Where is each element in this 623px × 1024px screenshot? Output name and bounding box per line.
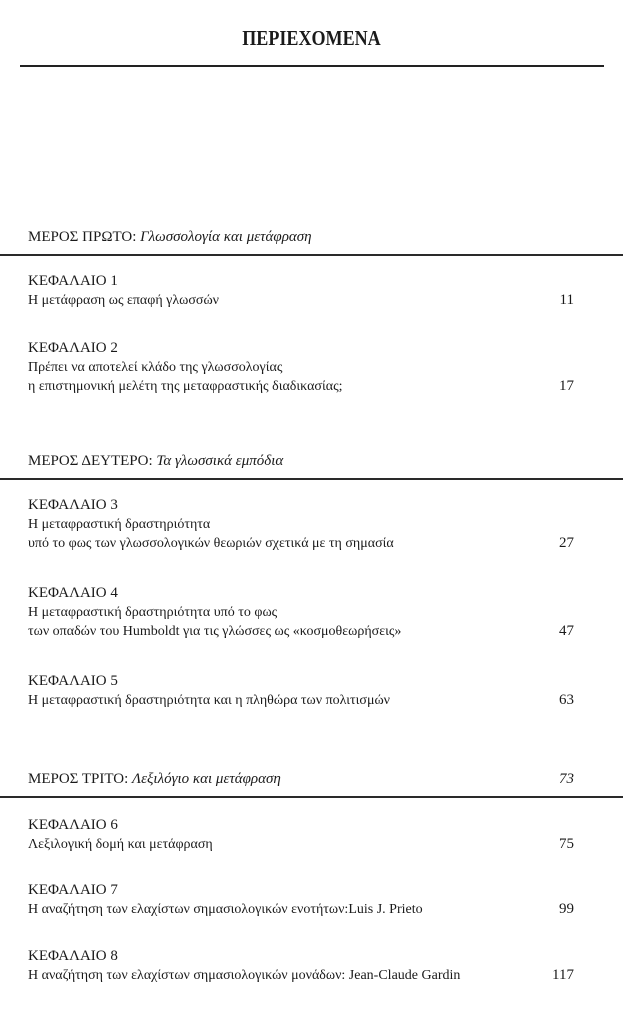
part-label — [28, 453, 283, 470]
part-divider — [0, 254, 623, 256]
toc-entry[interactable] — [28, 816, 588, 854]
chapter-title: Λεξιλογική δομή και μετάφραση — [28, 837, 213, 852]
chapter-heading: ΚΕΦΑΛΑΙΟ 4 — [28, 585, 118, 601]
part-subtitle: Γλωσσολογία και μετάφραση — [140, 229, 312, 245]
chapter-title: Η αναζήτηση των ελαχίστων σημασιολογικών ενοτήτων:Luis J. Prieto — [28, 902, 423, 917]
part-heading — [0, 771, 623, 801]
chapter-page-number: 75 — [559, 836, 574, 852]
chapter-heading: ΚΕΦΑΛΑΙΟ 3 — [28, 497, 118, 513]
toc-entry[interactable] — [28, 881, 588, 919]
chapter-title-line: υπό το φως των γλωσσολογικών θεωριών σχετικά με τη σημασία — [28, 536, 394, 551]
chapter-page-number: 47 — [559, 623, 574, 639]
part-number: ΜΕΡΟΣ ΔΕΥΤΕΡΟ: — [28, 453, 153, 469]
part-label — [28, 771, 281, 788]
part-divider — [0, 478, 623, 480]
toc-entry[interactable] — [28, 496, 588, 553]
chapter-heading: ΚΕΦΑΛΑΙΟ 2 — [28, 340, 118, 356]
chapter-page-number: 17 — [559, 378, 574, 394]
chapter-heading: ΚΕΦΑΛΑΙΟ 5 — [28, 673, 118, 689]
toc-entry[interactable] — [28, 584, 588, 641]
page-title: ΠΕΡΙΕΧΟΜΕΝΑ — [242, 26, 381, 50]
chapter-page-number: 11 — [559, 292, 574, 308]
part-subtitle: Λεξιλόγιο και μετάφραση — [132, 771, 281, 787]
toc-entry[interactable] — [28, 672, 588, 710]
chapter-heading: ΚΕΦΑΛΑΙΟ 1 — [28, 273, 118, 289]
chapter-heading: ΚΕΦΑΛΑΙΟ 8 — [28, 948, 118, 964]
part-number: ΜΕΡΟΣ ΠΡΩΤΟ: — [28, 229, 137, 245]
chapter-title-line: Η μεταφραστική δραστηριότητα υπό το φως — [28, 605, 278, 620]
chapter-title: Η μεταφραστική δραστηριότητα και η πληθώρα των πολιτισμών — [28, 693, 391, 708]
chapter-title-line: η επιστημονική μελέτη της μεταφραστικής διαδικασίας; — [28, 379, 343, 394]
chapter-title: Η μετάφραση ως επαφή γλωσσών — [28, 293, 219, 308]
part-subtitle: Τα γλωσσικά εμπόδια — [156, 453, 284, 469]
chapter-heading: ΚΕΦΑΛΑΙΟ 6 — [28, 817, 118, 833]
part-heading — [0, 229, 623, 259]
chapter-title: Η αναζήτηση των ελαχίστων σημασιολογικών μονάδων: Jean-Claude Gardin — [28, 968, 461, 983]
part-page-number: 73 — [559, 771, 574, 787]
part-divider — [0, 796, 623, 798]
chapter-heading: ΚΕΦΑΛΑΙΟ 7 — [28, 882, 118, 898]
chapter-title-line: Πρέπει να αποτελεί κλάδο της γλωσσολογίας — [28, 360, 283, 375]
toc-entry[interactable] — [28, 947, 588, 985]
chapter-page-number: 63 — [559, 692, 574, 708]
chapter-page-number: 99 — [559, 901, 574, 917]
part-number: ΜΕΡΟΣ ΤΡΙΤΟ: — [28, 771, 129, 787]
title-divider — [20, 65, 604, 67]
toc-entry[interactable] — [28, 272, 588, 310]
part-heading — [0, 453, 623, 483]
toc-entry[interactable] — [28, 339, 588, 396]
part-label — [28, 229, 312, 246]
chapter-page-number: 117 — [552, 967, 574, 983]
chapter-page-number: 27 — [559, 535, 574, 551]
chapter-title-line: Η μεταφραστική δραστηριότητα — [28, 517, 211, 532]
chapter-title-line: των οπαδών του Humboldt για τις γλώσσες ως «κοσμοθεωρήσεις» — [28, 624, 402, 639]
